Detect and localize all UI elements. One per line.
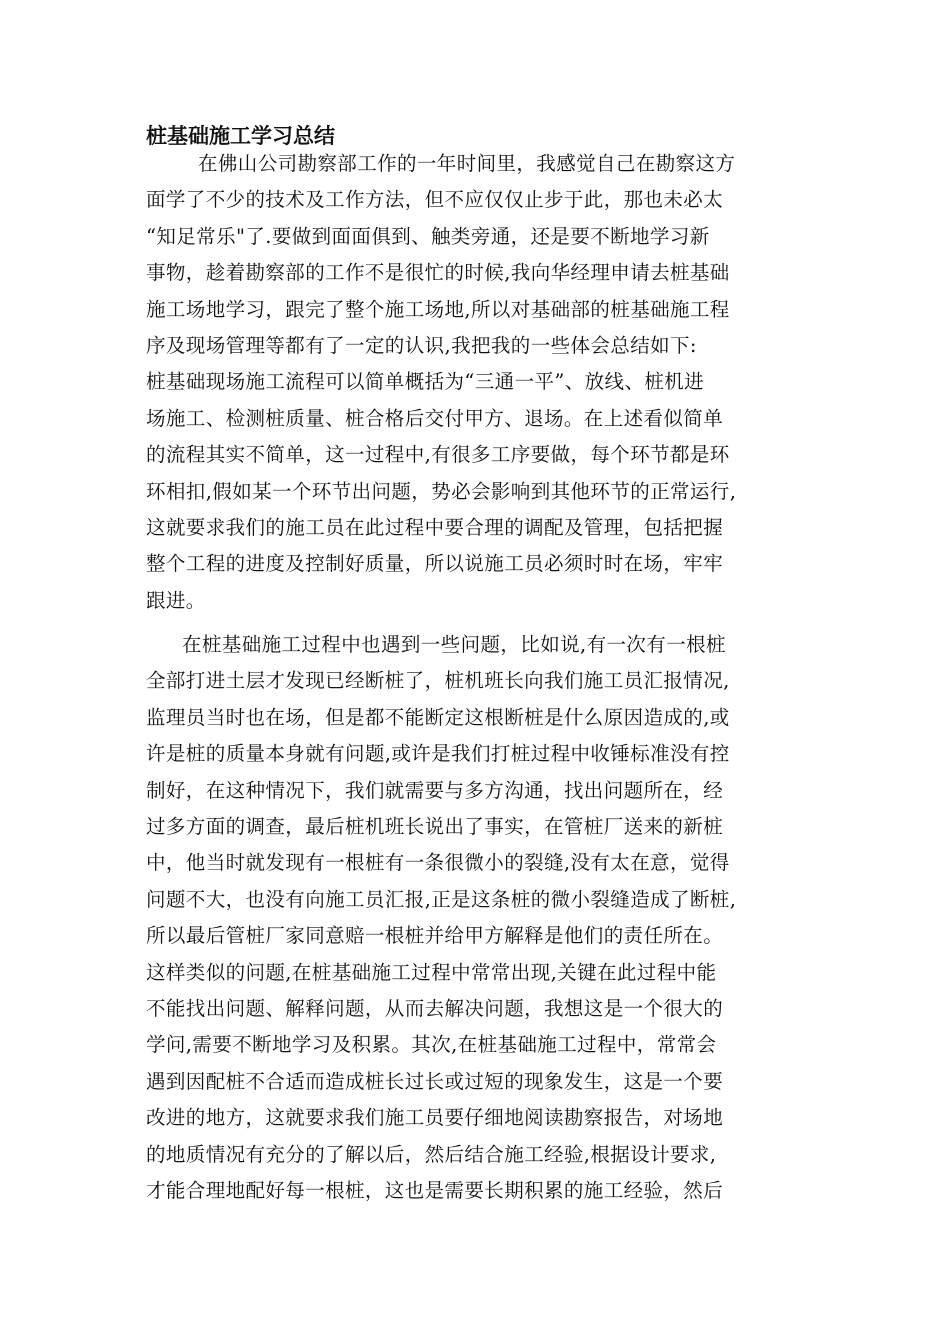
text-line: 这就要求我们的施工员在此过程中要合理的调配及管理，包括把握 [146, 515, 724, 539]
text-line: 在佛山公司勘察部工作的一年时间里，我感觉自己在勘察这方 [198, 152, 736, 175]
text-line: 场施工、检测桩质量、桩合格后交付甲方、退场。在上述看似简单 [146, 406, 724, 430]
paragraph-gap [146, 619, 816, 627]
document-body [146, 146, 816, 1209]
text-line: 面学了不少的技术及工作方法，但不应仅仅止步于此，那也未必太 [146, 188, 724, 212]
text-line: 施工场地学习，跟完了整个施工场地,所以对基础部的桩基础施工程 [146, 297, 730, 321]
text-line: 过多方面的调查，最后桩机班长说出了事实，在管桩厂送来的新桩 [146, 815, 724, 839]
text-line: 不能找出问题、解释问题，从而去解决问题，我想这是一个很大的 [146, 996, 724, 1020]
text-line: 遇到因配桩不合适而造成桩长过长或过短的现象发生，这是一个要 [146, 1069, 724, 1093]
text-line: 这样类似的问题,在桩基础施工过程中常常出现,关键在此过程中能 [146, 960, 717, 984]
text-line: 的流程其实不简单，这一过程中,有很多工序要做，每个环节都是环 [146, 443, 730, 467]
text-line: 桩基础现场施工流程可以简单概括为“三通一平”、放线、桩机进 [146, 370, 705, 394]
text-line: 改进的地方，这就要求我们施工员要仔细地阅读勘察报告，对场地 [146, 1106, 724, 1130]
text-line: 问题不大，也没有向施工员汇报,正是这条桩的微小裂缝造成了断桩, [146, 887, 737, 911]
text-line: 制好，在这种情况下，我们就需要与多方沟通，找出问题所在，经 [146, 778, 724, 802]
text-line: 学问,需要不断地学习及积累。其次,在桩基础施工过程中，常常会 [146, 1033, 717, 1057]
text-line: 环相扣,假如某一个环节出问题，势必会影响到其他环节的正常运行, [146, 479, 737, 503]
text-line: 中，他当时就发现有一根桩有一条很微小的裂缝,没有太在意，觉得 [146, 851, 730, 875]
text-line: 事物，趁着勘察部的工作不是很忙的时候,我向华经理申请去桩基础 [146, 261, 730, 285]
text-line: 所以最后管桩厂家同意赔一根桩并给甲方解释是他们的责任所在。 [146, 924, 724, 948]
text-line: 许是桩的质量本身就有问题,或许是我们打桩过程中收锤标准没有控 [146, 742, 730, 766]
text-line: 序及现场管理等都有了一定的认识,我把我的一些体会总结如下: [146, 333, 697, 357]
text-line: 全部打进土层才发现已经断桩了，桩机班长向我们施工员汇报情况, [146, 669, 730, 693]
document-title: 桩基础施工学习总结 [146, 123, 335, 148]
text-line: 跟进。 [146, 588, 206, 612]
text-line: “知足常乐"了.要做到面面俱到、触类旁通，还是要不断地学习新 [146, 224, 710, 248]
text-line: 才能合理地配好每一根桩，这也是需要长期积累的施工经验，然后 [146, 1178, 724, 1202]
text-line: 的地质情况有充分的了解以后，然后结合施工经验,根据设计要求, [146, 1142, 717, 1166]
text-line: 整个工程的进度及控制好质量，所以说施工员必须时时在场，牢牢 [146, 552, 724, 576]
text-line: 在桩基础施工过程中也遇到一些问题，比如说,有一次有一根桩 [182, 633, 726, 657]
text-line: 监理员当时也在场，但是都不能断定这根断桩是什么原因造成的,或 [146, 705, 730, 729]
